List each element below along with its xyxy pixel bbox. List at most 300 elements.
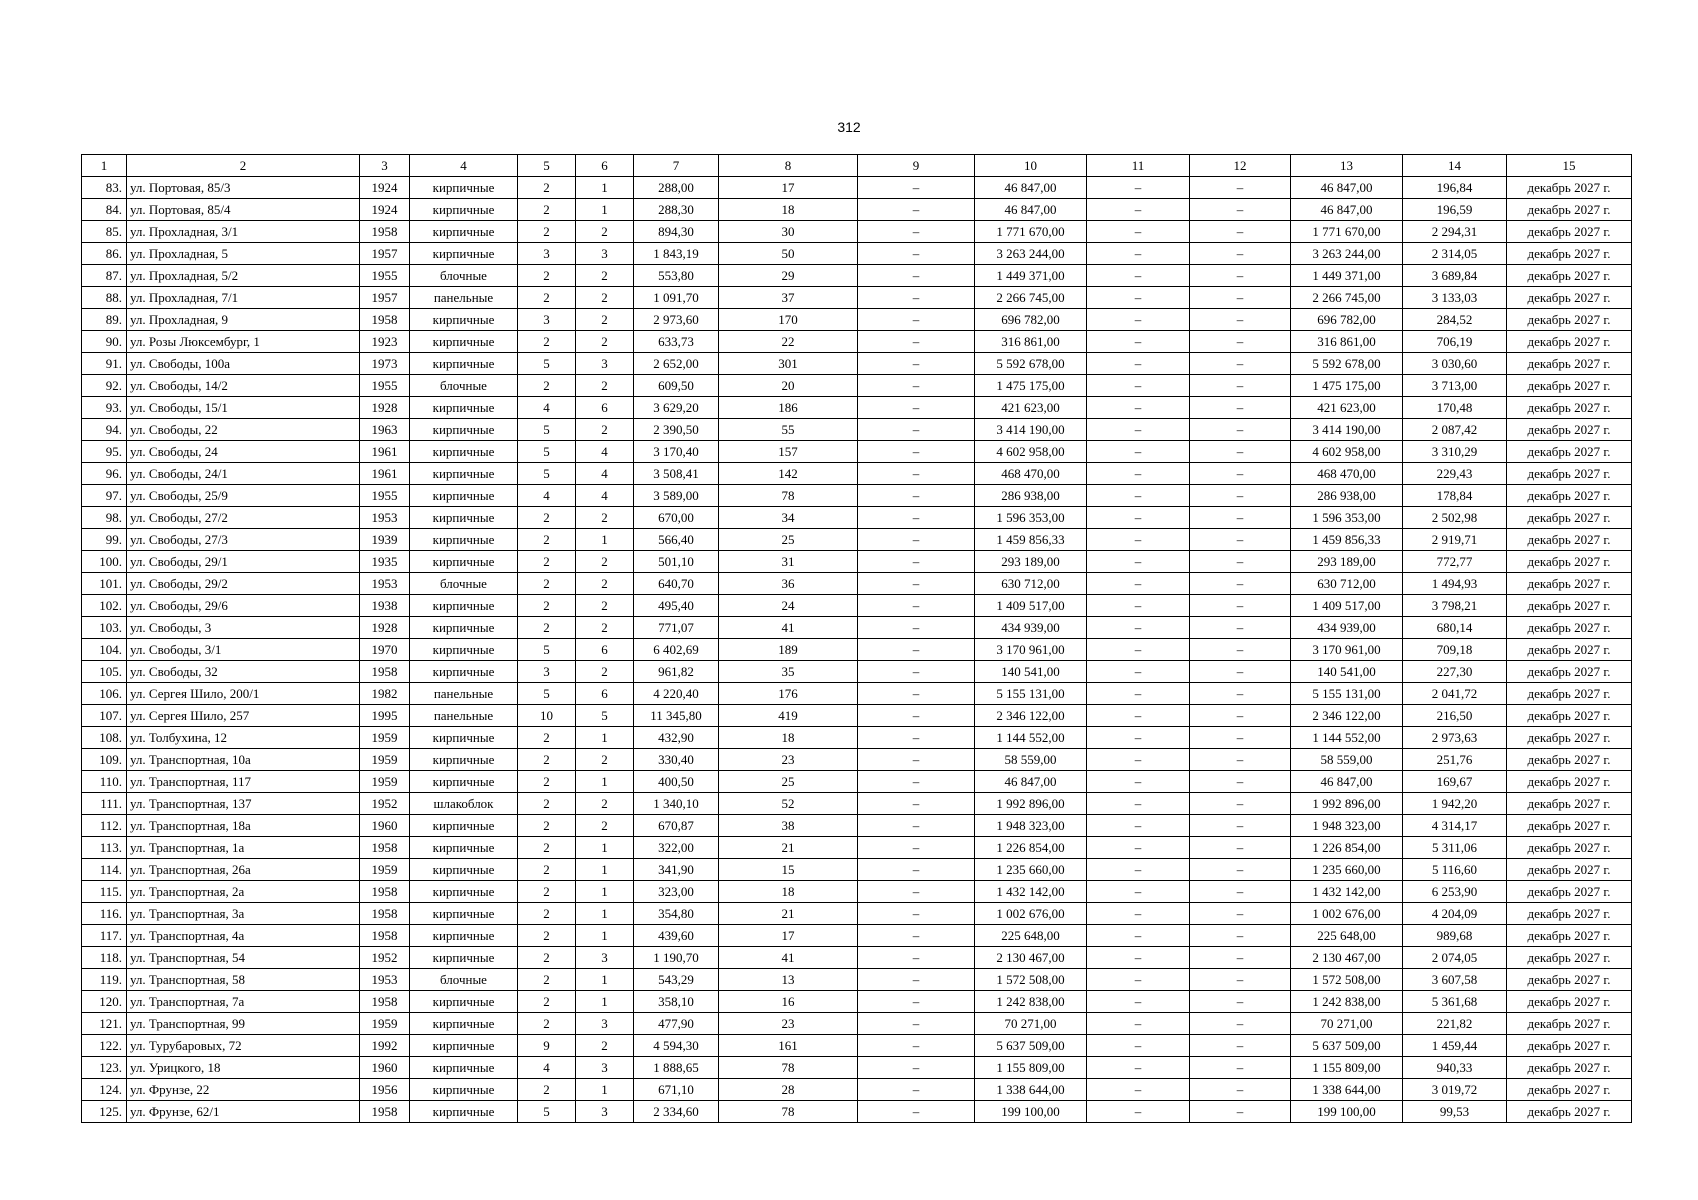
table-cell-col-9: – [858,991,975,1013]
table-cell-col-9: – [858,199,975,221]
table-cell-col-2: ул. Турубаровых, 72 [127,1035,360,1057]
table-cell-col-10: 225 648,00 [975,925,1087,947]
table-cell-col-6: 1 [576,727,634,749]
table-cell-col-8: 13 [719,969,858,991]
table-cell-col-8: 17 [719,925,858,947]
table-cell-col-9: – [858,397,975,419]
table-cell-col-2: ул. Транспортная, 1а [127,837,360,859]
table-cell-col-8: 186 [719,397,858,419]
table-cell-col-4: блочные [410,375,518,397]
table-cell-col-15: декабрь 2027 г. [1507,441,1632,463]
table-cell-col-14: 284,52 [1403,309,1507,331]
table-cell-col-5: 2 [518,815,576,837]
table-cell-col-4: кирпичные [410,1013,518,1035]
table-cell-col-15: декабрь 2027 г. [1507,771,1632,793]
table-cell-col-8: 21 [719,837,858,859]
table-cell-col-14: 227,30 [1403,661,1507,683]
table-cell-col-13: 1 409 517,00 [1291,595,1403,617]
table-cell-col-8: 20 [719,375,858,397]
table-cell-col-4: панельные [410,705,518,727]
table-cell-col-3: 1970 [360,639,410,661]
table-cell-col-12: – [1190,1101,1291,1123]
table-cell-col-7: 553,80 [634,265,719,287]
table-cell-col-5: 2 [518,947,576,969]
table-cell-col-3: 1963 [360,419,410,441]
table-cell-col-4: кирпичные [410,551,518,573]
table-cell-col-10: 1 155 809,00 [975,1057,1087,1079]
table-cell-col-5: 2 [518,551,576,573]
table-cell-col-11: – [1087,507,1190,529]
table-cell-col-8: 24 [719,595,858,617]
table-cell-col-6: 1 [576,529,634,551]
table-cell-col-10: 1 002 676,00 [975,903,1087,925]
table-cell-col-3: 1952 [360,947,410,969]
table-cell-col-12: – [1190,419,1291,441]
table-cell-col-7: 1 340,10 [634,793,719,815]
table-cell-col-10: 421 623,00 [975,397,1087,419]
table-cell-col-2: ул. Транспортная, 137 [127,793,360,815]
table-cell-col-11: – [1087,837,1190,859]
table-cell-col-9: – [858,243,975,265]
table-cell-col-15: декабрь 2027 г. [1507,749,1632,771]
table-cell-col-12: – [1190,903,1291,925]
table-cell-col-2: ул. Транспортная, 117 [127,771,360,793]
column-header-5: 5 [518,155,576,177]
table-cell-col-6: 2 [576,617,634,639]
column-header-1: 1 [82,155,127,177]
table-cell-col-13: 434 939,00 [1291,617,1403,639]
table-cell-col-8: 16 [719,991,858,1013]
table-cell-col-3: 1923 [360,331,410,353]
table-cell-col-8: 142 [719,463,858,485]
table-cell-col-3: 1939 [360,529,410,551]
table-cell-col-8: 18 [719,727,858,749]
table-cell-col-15: декабрь 2027 г. [1507,617,1632,639]
column-header-4: 4 [410,155,518,177]
table-cell-col-3: 1958 [360,925,410,947]
table-cell-col-7: 11 345,80 [634,705,719,727]
table-cell-col-4: кирпичные [410,1035,518,1057]
table-cell-col-6: 1 [576,1079,634,1101]
table-cell-col-5: 2 [518,529,576,551]
table-row [82,859,1632,881]
table-row [82,265,1632,287]
table-cell-col-15: декабрь 2027 г. [1507,991,1632,1013]
table-cell-col-10: 1 226 854,00 [975,837,1087,859]
table-cell-col-2: ул. Свободы, 14/2 [127,375,360,397]
table-cell-col-14: 3 798,21 [1403,595,1507,617]
table-cell-col-14: 709,18 [1403,639,1507,661]
table-cell-col-2: ул. Прохладная, 5/2 [127,265,360,287]
table-cell-col-1: 125. [82,1101,127,1123]
table-cell-col-11: – [1087,727,1190,749]
table-cell-col-13: 2 346 122,00 [1291,705,1403,727]
table-cell-col-6: 1 [576,199,634,221]
table-cell-col-7: 288,30 [634,199,719,221]
table-cell-col-14: 178,84 [1403,485,1507,507]
table-cell-col-10: 1 572 508,00 [975,969,1087,991]
table-cell-col-13: 199 100,00 [1291,1101,1403,1123]
table-cell-col-13: 1 992 896,00 [1291,793,1403,815]
table-cell-col-14: 216,50 [1403,705,1507,727]
table-cell-col-10: 468 470,00 [975,463,1087,485]
table-cell-col-7: 3 589,00 [634,485,719,507]
table-cell-col-3: 1958 [360,837,410,859]
table-cell-col-9: – [858,639,975,661]
table-cell-col-11: – [1087,375,1190,397]
table-cell-col-10: 630 712,00 [975,573,1087,595]
table-cell-col-10: 3 263 244,00 [975,243,1087,265]
table-row [82,705,1632,727]
table-cell-col-12: – [1190,859,1291,881]
table-cell-col-11: – [1087,221,1190,243]
table-cell-col-13: 286 938,00 [1291,485,1403,507]
column-header-15: 15 [1507,155,1632,177]
table-cell-col-9: – [858,463,975,485]
table-row [82,529,1632,551]
table-cell-col-12: – [1190,265,1291,287]
table-cell-col-1: 117. [82,925,127,947]
table-cell-col-11: – [1087,1057,1190,1079]
table-cell-col-12: – [1190,485,1291,507]
table-cell-col-5: 2 [518,617,576,639]
table-cell-col-11: – [1087,991,1190,1013]
table-body [82,177,1632,1123]
table-cell-col-7: 4 220,40 [634,683,719,705]
table-cell-col-1: 109. [82,749,127,771]
table-cell-col-1: 87. [82,265,127,287]
table-row [82,177,1632,199]
table-row [82,551,1632,573]
table-cell-col-3: 1958 [360,903,410,925]
table-cell-col-14: 2 919,71 [1403,529,1507,551]
table-cell-col-12: – [1190,1013,1291,1035]
table-cell-col-5: 5 [518,463,576,485]
table-cell-col-9: – [858,661,975,683]
table-row [82,441,1632,463]
table-cell-col-1: 110. [82,771,127,793]
table-cell-col-8: 78 [719,485,858,507]
table-cell-col-3: 1961 [360,441,410,463]
table-cell-col-1: 122. [82,1035,127,1057]
table-row [82,617,1632,639]
table-cell-col-5: 5 [518,353,576,375]
table-cell-col-9: – [858,683,975,705]
table-cell-col-14: 2 502,98 [1403,507,1507,529]
table-cell-col-11: – [1087,265,1190,287]
table-cell-col-1: 102. [82,595,127,617]
column-header-3: 3 [360,155,410,177]
table-cell-col-7: 640,70 [634,573,719,595]
table-cell-col-1: 100. [82,551,127,573]
table-cell-col-15: декабрь 2027 г. [1507,639,1632,661]
table-cell-col-11: – [1087,771,1190,793]
table-row [82,925,1632,947]
table-cell-col-11: – [1087,353,1190,375]
table-cell-col-7: 477,90 [634,1013,719,1035]
table-cell-col-1: 106. [82,683,127,705]
table-cell-col-9: – [858,1079,975,1101]
table-cell-col-7: 543,29 [634,969,719,991]
table-cell-col-2: ул. Прохладная, 7/1 [127,287,360,309]
table-cell-col-13: 316 861,00 [1291,331,1403,353]
table-cell-col-15: декабрь 2027 г. [1507,837,1632,859]
table-cell-col-8: 21 [719,903,858,925]
table-cell-col-3: 1957 [360,287,410,309]
table-cell-col-2: ул. Толбухина, 12 [127,727,360,749]
table-cell-col-8: 15 [719,859,858,881]
table-cell-col-11: – [1087,859,1190,881]
table-cell-col-4: кирпичные [410,595,518,617]
table-cell-col-12: – [1190,617,1291,639]
table-cell-col-13: 421 623,00 [1291,397,1403,419]
table-cell-col-15: декабрь 2027 г. [1507,1101,1632,1123]
table-cell-col-11: – [1087,639,1190,661]
table-cell-col-1: 95. [82,441,127,463]
table-cell-col-11: – [1087,969,1190,991]
table-cell-col-15: декабрь 2027 г. [1507,331,1632,353]
table-cell-col-13: 468 470,00 [1291,463,1403,485]
table-cell-col-11: – [1087,485,1190,507]
table-cell-col-1: 124. [82,1079,127,1101]
table-cell-col-5: 3 [518,309,576,331]
table-cell-col-8: 37 [719,287,858,309]
table-cell-col-15: декабрь 2027 г. [1507,243,1632,265]
table-cell-col-7: 3 629,20 [634,397,719,419]
table-cell-col-6: 6 [576,683,634,705]
table-cell-col-11: – [1087,419,1190,441]
table-cell-col-11: – [1087,595,1190,617]
table-cell-col-8: 23 [719,749,858,771]
table-row [82,573,1632,595]
table-cell-col-7: 432,90 [634,727,719,749]
table-cell-col-7: 6 402,69 [634,639,719,661]
table-row [82,903,1632,925]
table-cell-col-7: 501,10 [634,551,719,573]
table-cell-col-12: – [1190,463,1291,485]
table-cell-col-10: 5 592 678,00 [975,353,1087,375]
table-cell-col-9: – [858,419,975,441]
table-cell-col-15: декабрь 2027 г. [1507,859,1632,881]
table-cell-col-13: 46 847,00 [1291,771,1403,793]
table-cell-col-12: – [1190,947,1291,969]
table-cell-col-14: 229,43 [1403,463,1507,485]
table-cell-col-14: 2 973,63 [1403,727,1507,749]
table-cell-col-7: 670,00 [634,507,719,529]
table-cell-col-8: 157 [719,441,858,463]
table-cell-col-9: – [858,925,975,947]
table-cell-col-12: – [1190,573,1291,595]
table-cell-col-15: декабрь 2027 г. [1507,903,1632,925]
table-cell-col-3: 1953 [360,507,410,529]
table-cell-col-7: 2 390,50 [634,419,719,441]
table-cell-col-14: 196,84 [1403,177,1507,199]
table-cell-col-3: 1982 [360,683,410,705]
table-cell-col-6: 5 [576,705,634,727]
table-cell-col-7: 633,73 [634,331,719,353]
table-cell-col-7: 961,82 [634,661,719,683]
table-cell-col-10: 140 541,00 [975,661,1087,683]
table-cell-col-2: ул. Фрунзе, 22 [127,1079,360,1101]
table-cell-col-8: 30 [719,221,858,243]
table-cell-col-12: – [1190,1079,1291,1101]
table-cell-col-8: 25 [719,529,858,551]
table-cell-col-5: 2 [518,793,576,815]
table-cell-col-6: 2 [576,375,634,397]
table-cell-col-14: 4 204,09 [1403,903,1507,925]
table-cell-col-12: – [1190,793,1291,815]
table-cell-col-1: 116. [82,903,127,925]
table-cell-col-3: 1958 [360,309,410,331]
table-cell-col-9: – [858,1013,975,1035]
table-cell-col-7: 1 190,70 [634,947,719,969]
table-cell-col-15: декабрь 2027 г. [1507,705,1632,727]
table-cell-col-12: – [1190,683,1291,705]
table-cell-col-2: ул. Розы Люксембург, 1 [127,331,360,353]
table-cell-col-15: декабрь 2027 г. [1507,595,1632,617]
table-cell-col-7: 1 843,19 [634,243,719,265]
table-cell-col-4: блочные [410,573,518,595]
table-cell-col-10: 2 346 122,00 [975,705,1087,727]
table-cell-col-6: 2 [576,1035,634,1057]
table-cell-col-12: – [1190,1057,1291,1079]
table-cell-col-8: 35 [719,661,858,683]
table-cell-col-11: – [1087,1079,1190,1101]
table-cell-col-5: 5 [518,1101,576,1123]
table-header [82,155,1632,177]
table-cell-col-6: 1 [576,177,634,199]
table-cell-col-4: кирпичные [410,837,518,859]
table-cell-col-7: 1 091,70 [634,287,719,309]
table-cell-col-2: ул. Прохладная, 3/1 [127,221,360,243]
table-cell-col-9: – [858,793,975,815]
column-header-6: 6 [576,155,634,177]
table-cell-col-15: декабрь 2027 г. [1507,881,1632,903]
table-cell-col-7: 609,50 [634,375,719,397]
table-cell-col-4: кирпичные [410,177,518,199]
table-row [82,463,1632,485]
table-cell-col-3: 1924 [360,199,410,221]
table-cell-col-4: кирпичные [410,309,518,331]
table-cell-col-8: 50 [719,243,858,265]
table-row [82,419,1632,441]
table-cell-col-13: 3 263 244,00 [1291,243,1403,265]
table-cell-col-6: 2 [576,507,634,529]
table-cell-col-9: – [858,771,975,793]
column-header-8: 8 [719,155,858,177]
table-cell-col-5: 5 [518,683,576,705]
table-row [82,485,1632,507]
table-cell-col-15: декабрь 2027 г. [1507,177,1632,199]
table-cell-col-13: 1 596 353,00 [1291,507,1403,529]
table-cell-col-5: 2 [518,265,576,287]
table-cell-col-9: – [858,595,975,617]
table-cell-col-6: 2 [576,309,634,331]
table-cell-col-3: 1952 [360,793,410,815]
table-cell-col-10: 1 449 371,00 [975,265,1087,287]
table-cell-col-4: кирпичные [410,353,518,375]
table-cell-col-4: кирпичные [410,1079,518,1101]
table-cell-col-2: ул. Транспортная, 99 [127,1013,360,1035]
table-cell-col-6: 3 [576,1101,634,1123]
table-cell-col-14: 772,77 [1403,551,1507,573]
table-row [82,199,1632,221]
table-row [82,991,1632,1013]
table-cell-col-1: 89. [82,309,127,331]
table-cell-col-6: 2 [576,661,634,683]
table-cell-col-9: – [858,551,975,573]
table-cell-col-12: – [1190,837,1291,859]
table-cell-col-10: 1 242 838,00 [975,991,1087,1013]
table-cell-col-3: 1961 [360,463,410,485]
table-cell-col-13: 2 266 745,00 [1291,287,1403,309]
table-cell-col-1: 96. [82,463,127,485]
table-cell-col-6: 6 [576,397,634,419]
table-cell-col-14: 940,33 [1403,1057,1507,1079]
table-row [82,771,1632,793]
table-cell-col-7: 2 652,00 [634,353,719,375]
table-cell-col-4: блочные [410,265,518,287]
table-cell-col-14: 989,68 [1403,925,1507,947]
table-cell-col-3: 1959 [360,727,410,749]
table-cell-col-5: 2 [518,837,576,859]
table-cell-col-4: кирпичные [410,397,518,419]
table-cell-col-10: 1 475 175,00 [975,375,1087,397]
table-row [82,309,1632,331]
table-cell-col-2: ул. Свободы, 25/9 [127,485,360,507]
table-cell-col-4: кирпичные [410,199,518,221]
table-cell-col-14: 221,82 [1403,1013,1507,1035]
table-cell-col-2: ул. Свободы, 100а [127,353,360,375]
table-cell-col-12: – [1190,969,1291,991]
table-cell-col-10: 293 189,00 [975,551,1087,573]
table-cell-col-9: – [858,309,975,331]
table-cell-col-5: 2 [518,991,576,1013]
table-cell-col-2: ул. Свободы, 22 [127,419,360,441]
table-cell-col-14: 3 310,29 [1403,441,1507,463]
table-cell-col-7: 894,30 [634,221,719,243]
table-cell-col-8: 31 [719,551,858,573]
table-cell-col-14: 2 314,05 [1403,243,1507,265]
table-cell-col-14: 1 459,44 [1403,1035,1507,1057]
table-cell-col-9: – [858,221,975,243]
table-cell-col-4: кирпичные [410,881,518,903]
table-cell-col-4: кирпичные [410,925,518,947]
table-cell-col-9: – [858,617,975,639]
table-cell-col-1: 84. [82,199,127,221]
table-cell-col-10: 434 939,00 [975,617,1087,639]
table-cell-col-9: – [858,441,975,463]
table-cell-col-12: – [1190,595,1291,617]
table-cell-col-9: – [858,859,975,881]
table-cell-col-10: 4 602 958,00 [975,441,1087,463]
table-cell-col-4: кирпичные [410,617,518,639]
table-cell-col-9: – [858,485,975,507]
table-cell-col-10: 1 771 670,00 [975,221,1087,243]
table-cell-col-6: 3 [576,243,634,265]
table-cell-col-8: 17 [719,177,858,199]
table-cell-col-1: 105. [82,661,127,683]
table-cell-col-10: 3 414 190,00 [975,419,1087,441]
table-cell-col-3: 1960 [360,815,410,837]
table-cell-col-7: 4 594,30 [634,1035,719,1057]
table-cell-col-2: ул. Свободы, 27/3 [127,529,360,551]
table-cell-col-13: 2 130 467,00 [1291,947,1403,969]
table-cell-col-15: декабрь 2027 г. [1507,947,1632,969]
table-cell-col-3: 1958 [360,661,410,683]
table-cell-col-1: 114. [82,859,127,881]
table-cell-col-6: 1 [576,771,634,793]
